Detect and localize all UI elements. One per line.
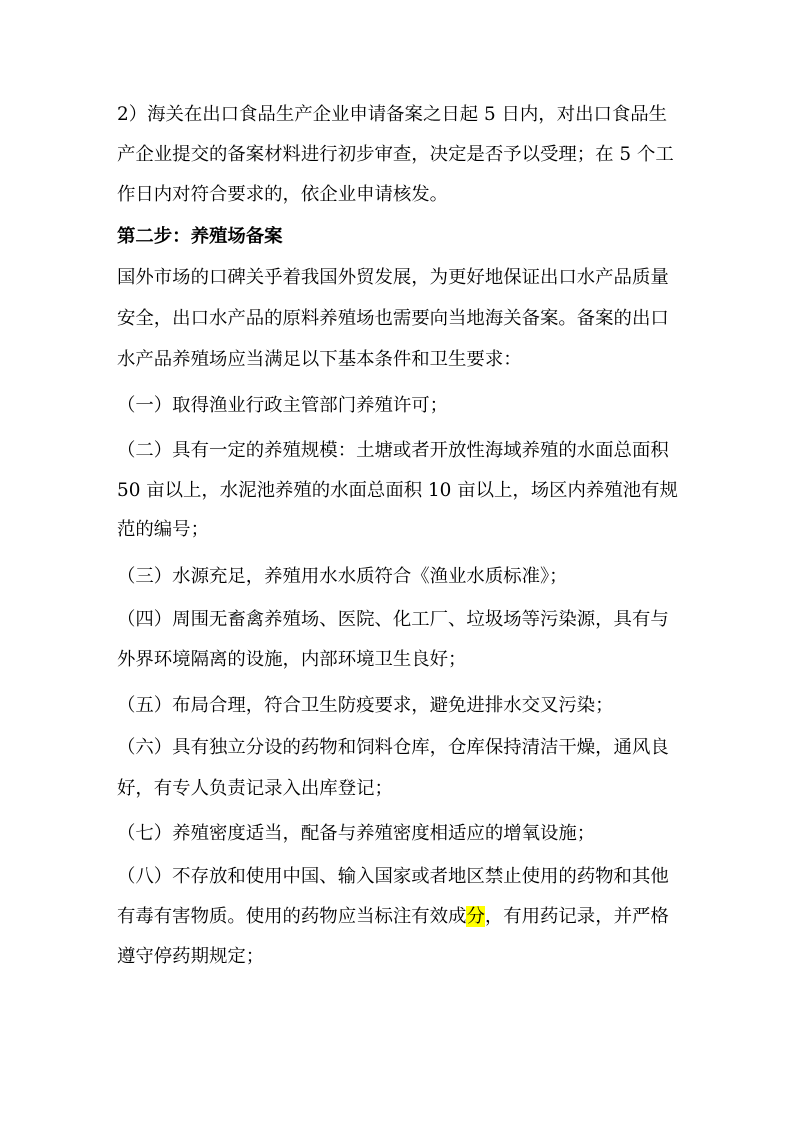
paragraph-line-6: 安全，出口水产品的原料养殖场也需要向当地海关备案。备案的出口 bbox=[117, 308, 669, 329]
paragraph-line-5: 国外市场的口碑关乎着我国外贸发展，为更好地保证出口水产品质量 bbox=[117, 267, 669, 288]
paragraph-line-1: 2）海关在出口食品生产企业申请备案之日起 5 日内，对出口食品生 bbox=[117, 104, 668, 125]
list-item-2-line-2: 50 亩以上，水泥池养殖的水面总面积 10 亩以上，场区内养殖池有规 bbox=[117, 480, 678, 501]
list-item-2-line-1: （二）具有一定的养殖规模：土塘或者开放性海域养殖的水面总面积 bbox=[117, 440, 669, 461]
list-item-8-line-2 bbox=[117, 905, 669, 929]
paragraph-line-3: 作日内对符合要求的，依企业申请核发。 bbox=[117, 184, 449, 205]
paragraph-line-2: 产企业提交的备案材料进行初步审查，决定是否予以受理；在 5 个工 bbox=[117, 144, 674, 165]
list-item-6-line-2: 好，有专人负责记录入出库登记； bbox=[117, 778, 393, 799]
list-item-6-line-1: （六）具有独立分设的药物和饲料仓库，仓库保持清洁干燥，通风良 bbox=[117, 737, 669, 758]
list-item-1: （一）取得渔业行政主管部门养殖许可； bbox=[117, 395, 449, 416]
list-item-4-line-2: 外界环境隔离的设施，内部环境卫生良好； bbox=[117, 649, 467, 670]
paragraph-line-7: 水产品养殖场应当满足以下基本条件和卫生要求： bbox=[117, 349, 522, 370]
list-item-5: （五）布局合理，符合卫生防疫要求，避免进排水交叉污染； bbox=[117, 695, 614, 716]
highlighted-text: 分 bbox=[466, 906, 485, 927]
text-before-highlight: 有毒有害物质。使用的药物应当标注有效成 bbox=[117, 906, 467, 927]
list-item-7: （七）养殖密度适当，配备与养殖密度相适应的增氧设施； bbox=[117, 823, 596, 844]
section-heading: 第二步：养殖场备案 bbox=[117, 226, 283, 247]
list-item-3: （三）水源充足，养殖用水水质符合《渔业水质标准》； bbox=[117, 566, 568, 587]
list-item-4-line-1: （四）周围无畜禽养殖场、医院、化工厂、垃圾场等污染源，具有与 bbox=[117, 609, 669, 630]
list-item-8-line-1: （八）不存放和使用中国、输入国家或者地区禁止使用的药物和其他 bbox=[117, 866, 669, 887]
list-item-2-line-3: 范的编号； bbox=[117, 519, 209, 540]
list-item-8-line-3: 遵守停药期规定； bbox=[117, 946, 265, 967]
text-after-highlight: ，有用药记录，并严格 bbox=[484, 906, 669, 927]
